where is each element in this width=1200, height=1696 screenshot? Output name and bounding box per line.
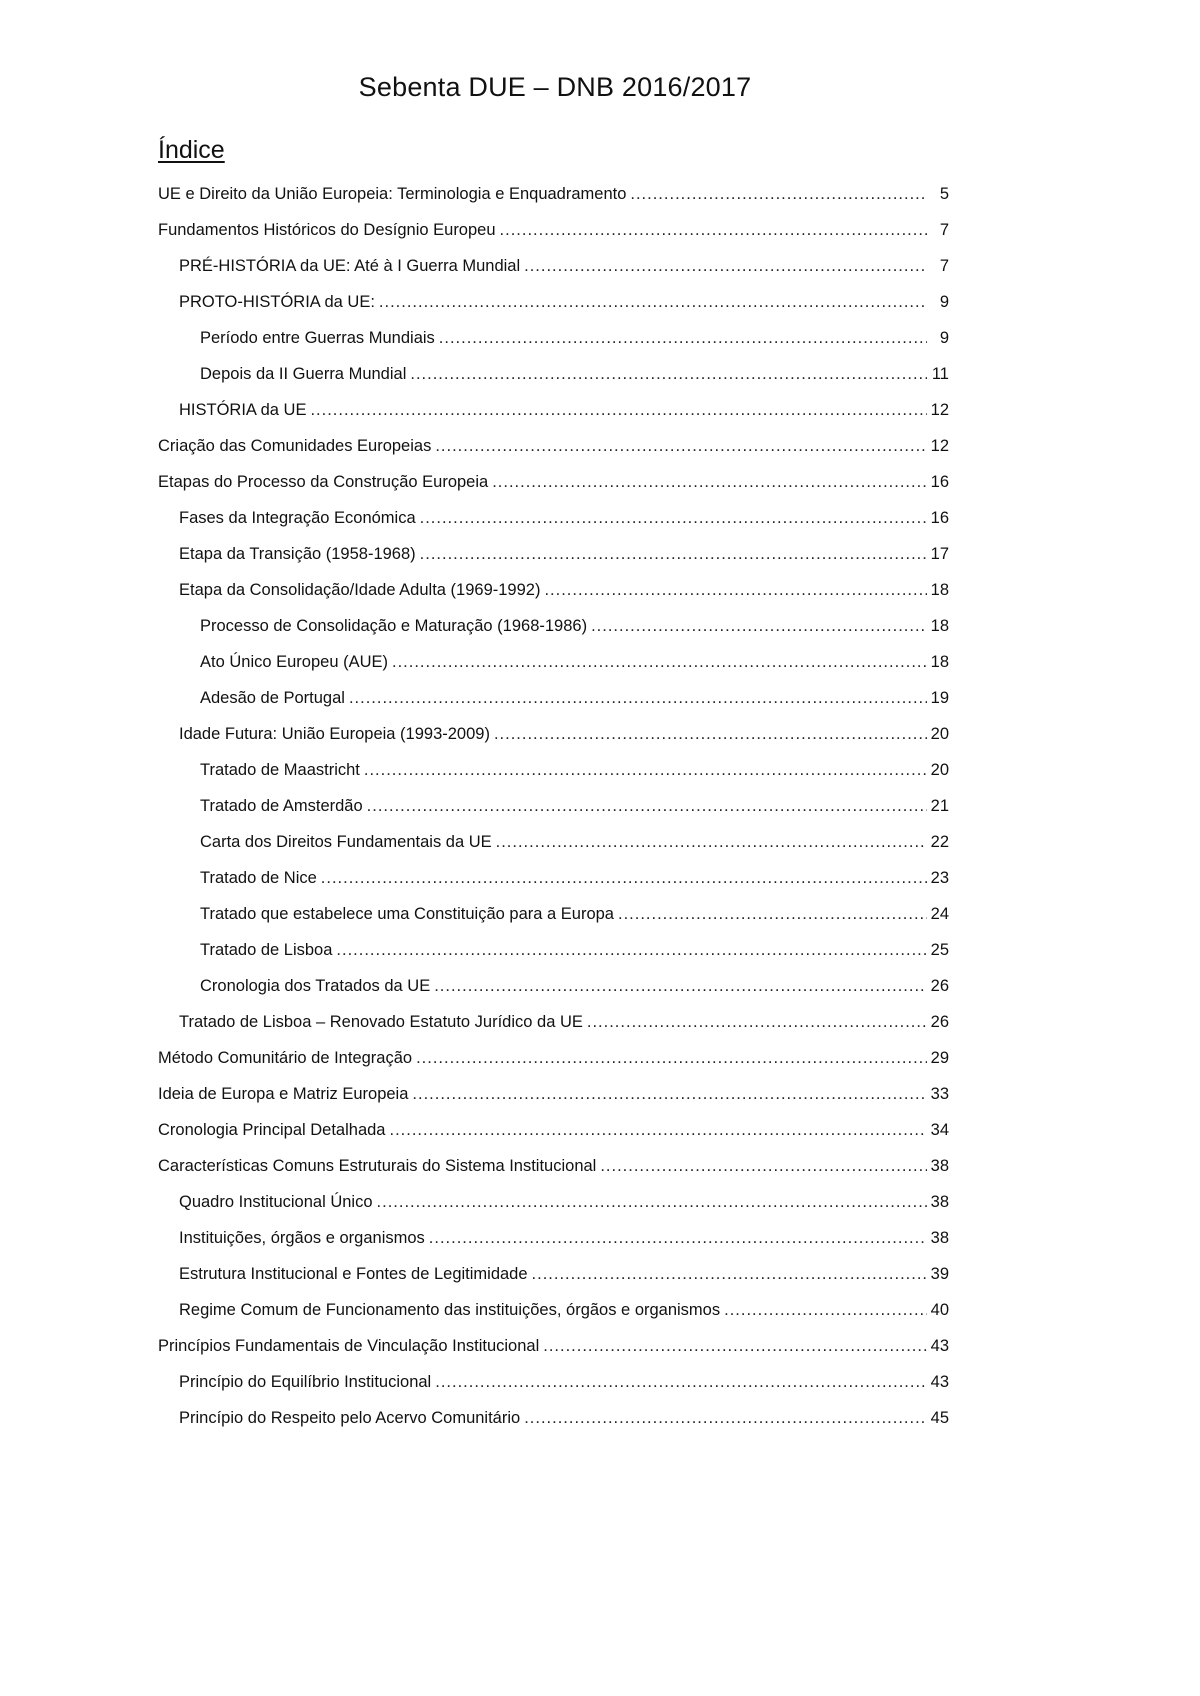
toc-dot-leader <box>496 824 927 860</box>
toc-entry-title: PROTO-HISTÓRIA da UE: <box>179 293 375 311</box>
toc-dot-leader <box>420 536 927 572</box>
toc-entry-page-number: 26 <box>930 977 949 995</box>
toc-dot-leader <box>364 752 927 788</box>
toc-entry-page-number: 38 <box>930 1193 949 1211</box>
toc-entry[interactable] <box>158 1400 949 1436</box>
toc-entry-title: Regime Comum de Funcionamento das instituições, órgãos e organismos <box>179 1301 721 1319</box>
toc-entry-title: Tratado de Amsterdão <box>200 797 363 815</box>
toc-dot-leader <box>630 176 927 212</box>
toc-entry[interactable] <box>158 1364 949 1400</box>
toc-dot-leader <box>412 1076 926 1112</box>
toc-dot-leader <box>392 644 927 680</box>
toc-entry-title: Processo de Consolidação e Maturação (1968-1986) <box>200 617 588 635</box>
toc-entry-title: Cronologia Principal Detalhada <box>158 1121 386 1139</box>
toc-entry-title: Método Comunitário de Integração <box>158 1049 413 1067</box>
toc-entry-title: Princípio do Equilíbrio Institucional <box>179 1373 432 1391</box>
toc-entry[interactable] <box>158 644 949 680</box>
toc-entry[interactable] <box>158 1112 949 1148</box>
toc-entry[interactable] <box>158 572 949 608</box>
toc-entry[interactable] <box>158 1184 949 1220</box>
toc-entry[interactable] <box>158 284 949 320</box>
toc-entry[interactable] <box>158 608 949 644</box>
toc-entry[interactable] <box>158 1292 949 1328</box>
toc-entry-page-number: 9 <box>939 293 949 311</box>
toc-entry-title: Criação das Comunidades Europeias <box>158 437 432 455</box>
toc-entry-title: Fases da Integração Económica <box>179 509 416 527</box>
toc-entry-page-number: 34 <box>930 1121 949 1139</box>
toc-dot-leader <box>310 392 926 428</box>
toc-entry-title: Etapa da Transição (1958-1968) <box>179 545 416 563</box>
toc-entry-title: Período entre Guerras Mundiais <box>200 329 435 347</box>
toc-dot-leader <box>724 1292 927 1328</box>
toc-entry-page-number: 18 <box>930 581 949 599</box>
toc-entry-page-number: 20 <box>930 761 949 779</box>
toc-entry[interactable] <box>158 1220 949 1256</box>
toc-entry-title: Idade Futura: União Europeia (1993-2009) <box>179 725 490 743</box>
toc-entry-page-number: 26 <box>930 1013 949 1031</box>
toc-dot-leader <box>349 680 927 716</box>
toc-entry-page-number: 9 <box>939 329 949 347</box>
toc-dot-leader <box>492 464 926 500</box>
toc-entry[interactable] <box>158 824 949 860</box>
toc-entry-page-number: 16 <box>930 473 949 491</box>
toc-dot-leader <box>544 572 926 608</box>
toc-entry-title: Princípio do Respeito pelo Acervo Comunitário <box>179 1409 521 1427</box>
toc-dot-leader <box>543 1328 926 1364</box>
toc-entry-page-number: 16 <box>930 509 949 527</box>
toc-entry[interactable] <box>158 932 949 968</box>
toc-entry-title: PRÉ-HISTÓRIA da UE: Até à I Guerra Mundial <box>179 257 521 275</box>
toc-entry[interactable] <box>158 968 949 1004</box>
toc-dot-leader <box>524 248 927 284</box>
toc-entry-title: Ato Único Europeu (AUE) <box>200 653 389 671</box>
toc-dot-leader <box>410 356 927 392</box>
toc-entry-title: Adesão de Portugal <box>200 689 345 707</box>
toc-entry[interactable] <box>158 1148 949 1184</box>
toc-dot-leader <box>321 860 927 896</box>
toc-entry-title: Instituições, órgãos e organismos <box>179 1229 425 1247</box>
toc-entry[interactable] <box>158 1004 949 1040</box>
toc-dot-leader <box>587 1004 927 1040</box>
toc-entry-page-number: 43 <box>930 1373 949 1391</box>
toc-entry-page-number: 38 <box>930 1229 949 1247</box>
toc-dot-leader <box>439 320 927 356</box>
toc-entry-page-number: 45 <box>930 1409 949 1427</box>
toc-dot-leader <box>429 1220 927 1256</box>
toc-entry[interactable] <box>158 896 949 932</box>
document-title: Sebenta DUE – DNB 2016/2017 <box>358 72 752 102</box>
toc-entry-page-number: 12 <box>930 401 949 419</box>
toc-entry[interactable] <box>158 536 949 572</box>
toc-entry-title: Tratado de Lisboa <box>200 941 333 959</box>
toc-entry-page-number: 24 <box>930 905 949 923</box>
toc-dot-leader <box>367 788 927 824</box>
toc-entry-page-number: 20 <box>930 725 949 743</box>
toc-entry-page-number: 18 <box>930 653 949 671</box>
toc-dot-leader <box>420 500 927 536</box>
toc-dot-leader <box>500 212 927 248</box>
toc-entry[interactable] <box>158 680 949 716</box>
toc-entry-title: Cronologia dos Tratados da UE <box>200 977 431 995</box>
toc-entry-page-number: 40 <box>930 1301 949 1319</box>
toc-entry-title: Tratado que estabelece uma Constituição para a Europa <box>200 905 614 923</box>
toc-entry[interactable] <box>158 1076 949 1112</box>
toc-entry-page-number: 7 <box>939 221 949 239</box>
toc-dot-leader <box>389 1112 926 1148</box>
toc-dot-leader <box>532 1256 927 1292</box>
toc-dot-leader <box>494 716 927 752</box>
toc-entry[interactable] <box>158 752 949 788</box>
toc-entry[interactable] <box>158 716 949 752</box>
toc-entry-page-number: 7 <box>939 257 949 275</box>
table-of-contents <box>158 176 949 1436</box>
toc-entry-page-number: 23 <box>930 869 949 887</box>
toc-dot-leader <box>434 968 926 1004</box>
toc-entry[interactable] <box>158 392 949 428</box>
toc-entry-page-number: 21 <box>930 797 949 815</box>
toc-entry-page-number: 22 <box>930 833 949 851</box>
toc-entry[interactable] <box>158 1256 949 1292</box>
toc-entry-page-number: 12 <box>930 437 949 455</box>
toc-dot-leader <box>379 284 927 320</box>
toc-entry[interactable] <box>158 248 949 284</box>
toc-entry-title: Carta dos Direitos Fundamentais da UE <box>200 833 492 851</box>
toc-entry-page-number: 11 <box>931 365 949 383</box>
toc-entry-title: HISTÓRIA da UE <box>179 401 307 419</box>
toc-dot-leader <box>435 428 926 464</box>
toc-entry-title: Tratado de Lisboa – Renovado Estatuto Jurídico da UE <box>179 1013 583 1031</box>
toc-dot-leader <box>618 896 927 932</box>
toc-entry-title: Ideia de Europa e Matriz Europeia <box>158 1085 409 1103</box>
toc-entry[interactable] <box>158 1040 949 1076</box>
toc-entry[interactable] <box>158 500 949 536</box>
toc-entry-page-number: 29 <box>930 1049 949 1067</box>
toc-entry[interactable] <box>158 464 949 500</box>
toc-dot-leader <box>524 1400 926 1436</box>
toc-entry-page-number: 19 <box>930 689 949 707</box>
toc-entry-page-number: 33 <box>930 1085 949 1103</box>
toc-entry[interactable] <box>158 1328 949 1364</box>
toc-dot-leader <box>416 1040 927 1076</box>
toc-entry-page-number: 18 <box>930 617 949 635</box>
toc-entry-page-number: 39 <box>930 1265 949 1283</box>
toc-entry[interactable] <box>158 356 949 392</box>
toc-entry-page-number: 43 <box>930 1337 949 1355</box>
toc-entry-title: UE e Direito da União Europeia: Terminologia e Enquadramento <box>158 185 627 203</box>
toc-entry-title: Estrutura Institucional e Fontes de Legitimidade <box>179 1265 528 1283</box>
toc-entry[interactable] <box>158 176 949 212</box>
toc-entry-title: Características Comuns Estruturais do Sistema Institucional <box>158 1157 597 1175</box>
toc-entry-page-number: 5 <box>939 185 949 203</box>
toc-heading: Índice <box>158 136 225 164</box>
toc-entry[interactable] <box>158 788 949 824</box>
toc-entry[interactable] <box>158 212 949 248</box>
toc-entry-title: Depois da II Guerra Mundial <box>200 365 407 383</box>
toc-entry-page-number: 38 <box>930 1157 949 1175</box>
toc-entry-title: Etapas do Processo da Construção Europeia <box>158 473 489 491</box>
toc-entry-title: Fundamentos Históricos do Desígnio Europeu <box>158 221 496 239</box>
toc-entry-page-number: 17 <box>930 545 949 563</box>
toc-entry-title: Tratado de Maastricht <box>200 761 360 779</box>
toc-dot-leader <box>336 932 926 968</box>
toc-dot-leader <box>377 1184 927 1220</box>
toc-entry[interactable] <box>158 860 949 896</box>
toc-entry[interactable] <box>158 428 949 464</box>
toc-entry-title: Etapa da Consolidação/Idade Adulta (1969-1992) <box>179 581 541 599</box>
toc-dot-leader <box>600 1148 926 1184</box>
toc-dot-leader <box>591 608 927 644</box>
toc-dot-leader <box>435 1364 926 1400</box>
toc-entry[interactable] <box>158 320 949 356</box>
toc-entry-title: Princípios Fundamentais de Vinculação Institucional <box>158 1337 540 1355</box>
toc-entry-page-number: 25 <box>930 941 949 959</box>
toc-entry-title: Quadro Institucional Único <box>179 1193 373 1211</box>
toc-entry-title: Tratado de Nice <box>200 869 317 887</box>
